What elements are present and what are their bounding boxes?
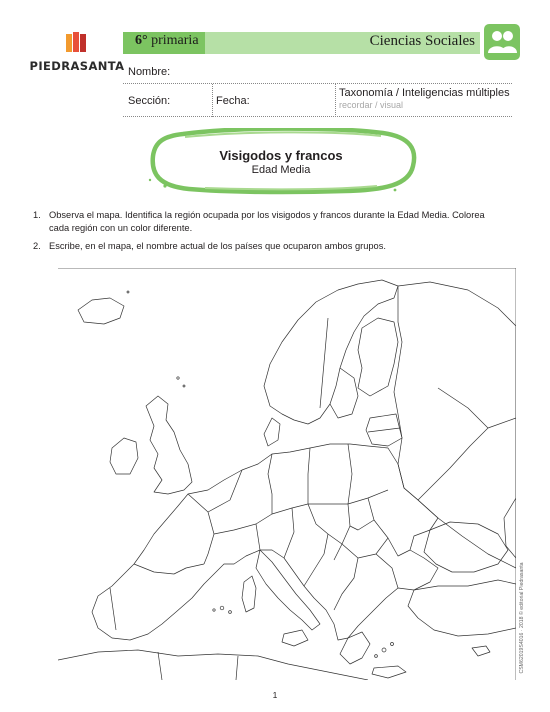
instruction-number: 1.: [33, 210, 41, 220]
copyright-credit: [515, 553, 528, 683]
divider: [335, 84, 336, 117]
name-label: Nombre:: [128, 66, 171, 78]
title-card: [145, 128, 417, 196]
worksheet-title: Visigodos y francos: [219, 148, 343, 163]
date-label: Fecha:: [216, 95, 250, 107]
taxonomy-label: Taxonomía / Inteligencias múltiples: [339, 87, 510, 99]
taxonomy-subtitle: recordar / visual: [339, 100, 404, 110]
publisher-logo: [27, 32, 127, 78]
grade-label: [135, 33, 199, 49]
brand-name: PIEDRASANTA: [29, 59, 125, 73]
instruction-number: 2.: [33, 241, 41, 251]
worksheet-subtitle: Edad Media: [251, 164, 311, 176]
europe-map: [58, 268, 516, 680]
credit-text: CSM62019S4016 · 2018 © editorial Piedrasanta: [518, 562, 525, 674]
divider: [123, 83, 512, 84]
book-logo-icon: [65, 32, 89, 54]
divider: [212, 84, 213, 117]
instruction-text: Observa el mapa. Identifica la región ocupada por los visigodos y francos durante la Edad Media. Colorea cada región con un color diferente.: [49, 210, 485, 233]
grade-number: 6°: [135, 33, 148, 48]
divider: [123, 116, 512, 117]
grade-suffix: primaria: [147, 33, 199, 48]
instruction-text: Escribe, en el mapa, el nombre actual de los países que ocuparon ambos grupos.: [49, 241, 386, 251]
section-label: Sección:: [128, 95, 171, 107]
page-number: 1: [272, 690, 278, 700]
people-icon: [484, 24, 520, 60]
subject-title: Ciencias Sociales: [369, 33, 475, 49]
